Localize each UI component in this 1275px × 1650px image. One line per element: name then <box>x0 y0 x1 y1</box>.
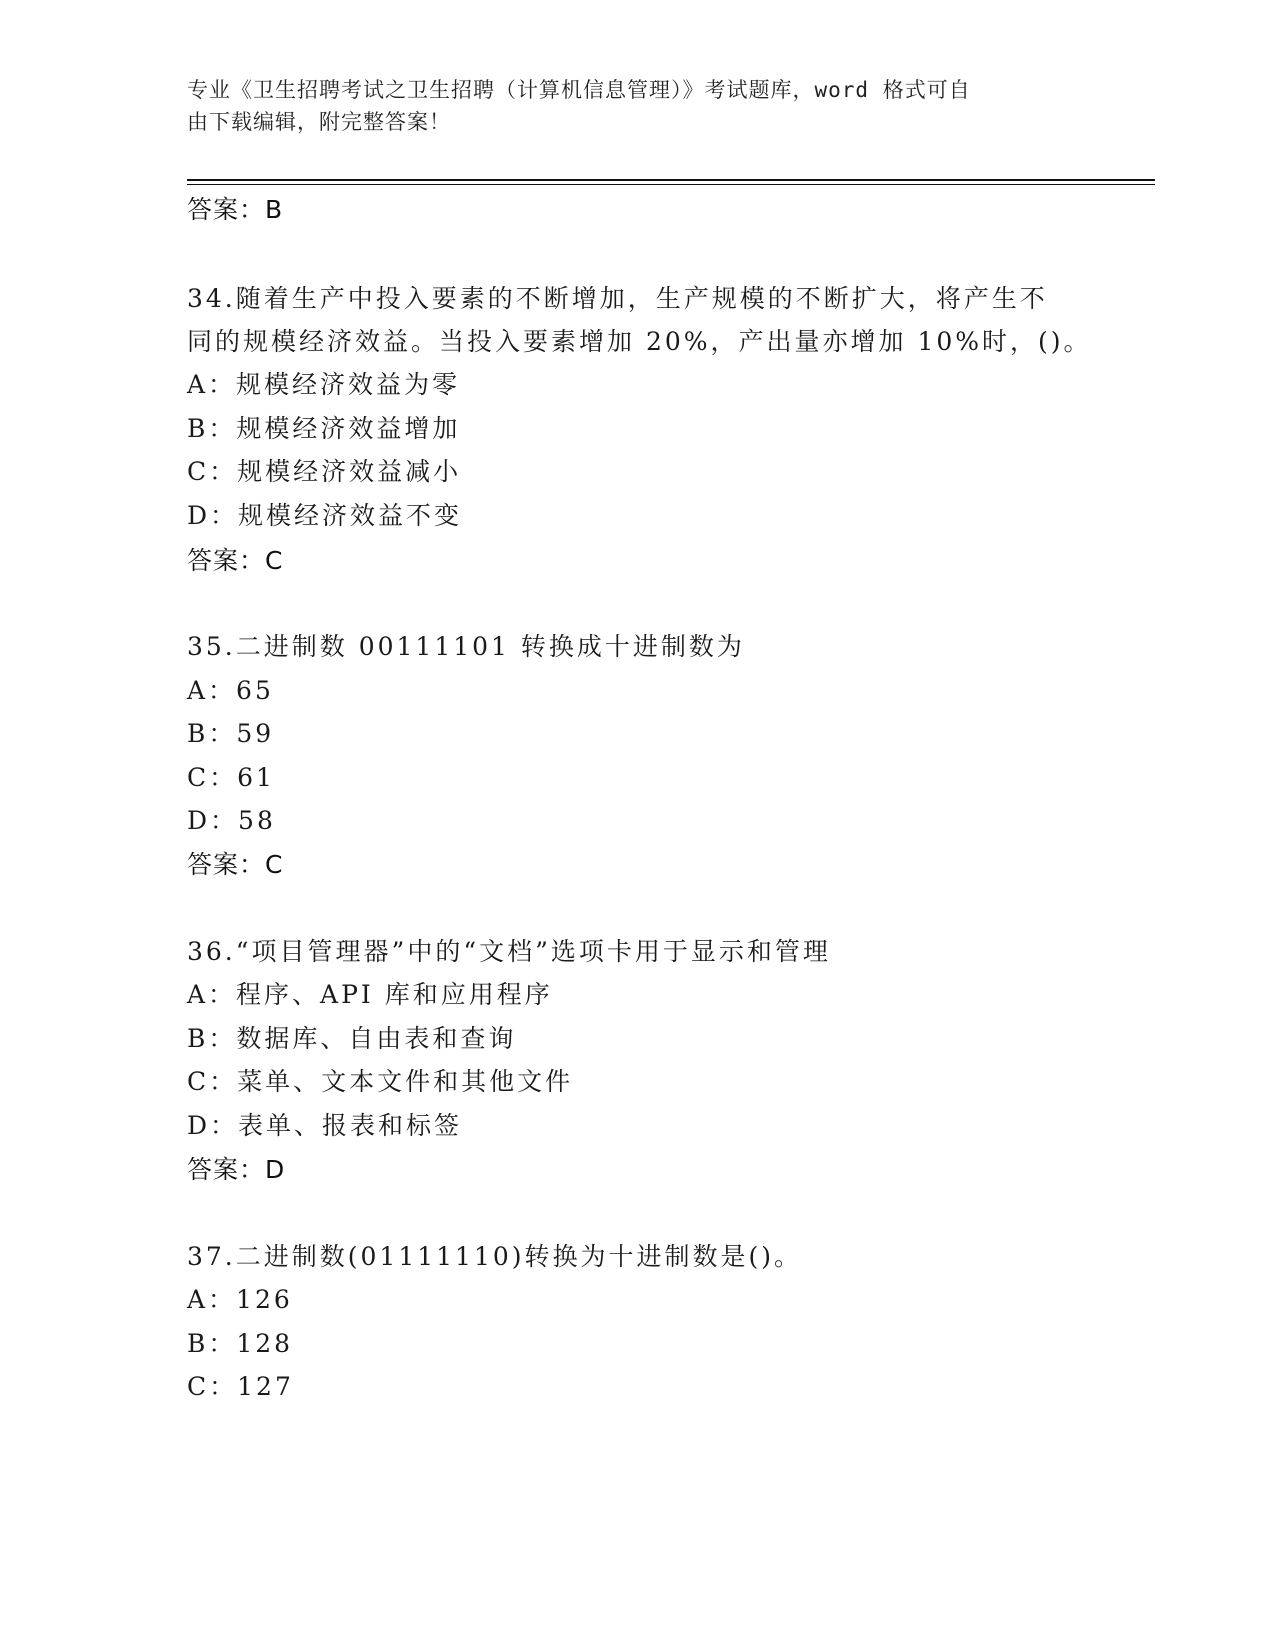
question-37-stem: 37.二进制数(01111110)转换为十进制数是()。 <box>187 1242 803 1271</box>
header-line-1: 专业《卫生招聘考试之卫生招聘（计算机信息管理）》考试题库，word 格式可自 <box>187 78 971 102</box>
header-divider-thick <box>187 179 1155 181</box>
question-35-option-a: A：65 <box>187 676 274 705</box>
question-36-option-d: D：表单、报表和标签 <box>187 1111 463 1140</box>
question-35-option-c: C：61 <box>187 763 275 792</box>
question-37-option-c: C：127 <box>187 1372 294 1401</box>
question-34-answer: 答案：C <box>187 546 284 575</box>
question-36-option-b: B：数据库、自由表和查询 <box>187 1024 517 1053</box>
question-34-stem-line-2: 同的规模经济效益。当投入要素增加 20%，产出量亦增加 10%时，()。 <box>187 327 1092 356</box>
question-35-answer: 答案：C <box>187 850 284 879</box>
question-37-option-b: B：128 <box>187 1329 294 1358</box>
question-36-answer: 答案：D <box>187 1155 286 1184</box>
header-line-2: 由下载编辑，附完整答案！ <box>187 110 451 134</box>
question-34-option-b: B：规模经济效益增加 <box>187 414 461 443</box>
question-36-option-a: A：程序、API 库和应用程序 <box>187 980 553 1009</box>
header-divider-thin <box>187 184 1155 185</box>
question-35-option-d: D：58 <box>187 806 276 835</box>
question-34-stem-line-1: 34.随着生产中投入要素的不断增加，生产规模的不断扩大，将产生不 <box>187 284 1048 313</box>
document-header <box>187 74 1067 138</box>
question-34-option-d: D：规模经济效益不变 <box>187 501 463 530</box>
question-34-option-c: C：规模经济效益减小 <box>187 457 462 486</box>
question-34-option-a: A：规模经济效益为零 <box>187 370 461 399</box>
question-36-stem: 36.“项目管理器”中的“文档”选项卡用于显示和管理 <box>187 937 831 966</box>
question-37-option-a: A：126 <box>187 1285 293 1314</box>
question-35-stem: 35.二进制数 00111101 转换成十进制数为 <box>187 632 745 661</box>
question-36-option-c: C：菜单、文本文件和其他文件 <box>187 1067 574 1096</box>
question-35-option-b: B：59 <box>187 719 275 748</box>
previous-answer: 答案：B <box>187 195 284 224</box>
